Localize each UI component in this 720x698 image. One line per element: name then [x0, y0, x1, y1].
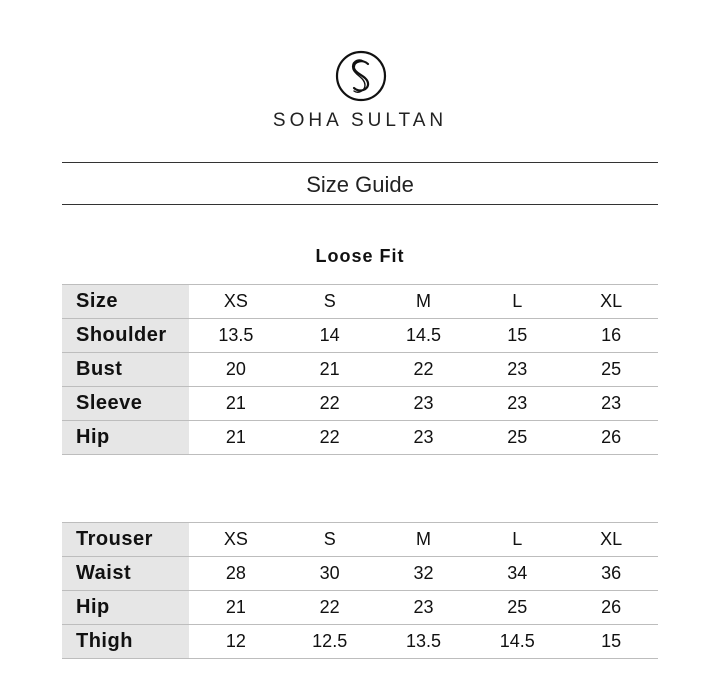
table-cell: 23 [377, 421, 471, 455]
row-label: Bust [62, 353, 189, 387]
table-row [62, 319, 658, 353]
table-row [62, 387, 658, 421]
table-cell: 22 [283, 591, 377, 625]
table-cell: 12 [189, 625, 283, 659]
table-cell: 34 [470, 557, 564, 591]
row-label: Trouser [62, 523, 189, 557]
size-header: S [283, 523, 377, 557]
title-rule-bottom [62, 204, 658, 205]
table-cell: 14.5 [470, 625, 564, 659]
size-header: M [377, 523, 471, 557]
row-label: Size [62, 285, 189, 319]
table-header-row [62, 285, 658, 319]
table-cell: 23 [470, 387, 564, 421]
row-label: Shoulder [62, 319, 189, 353]
table-cell: 36 [564, 557, 658, 591]
page-title: Size Guide [306, 172, 414, 197]
table-cell: 23 [377, 387, 471, 421]
size-header: XL [564, 523, 658, 557]
table-cell: 26 [564, 591, 658, 625]
loose-fit-table [62, 284, 658, 455]
ss-monogram-logo [335, 50, 387, 102]
row-label: Sleeve [62, 387, 189, 421]
table-cell: 15 [564, 625, 658, 659]
size-header: L [470, 523, 564, 557]
row-label: Hip [62, 421, 189, 455]
table-cell: 30 [283, 557, 377, 591]
row-label: Hip [62, 591, 189, 625]
table-cell: 21 [189, 387, 283, 421]
size-header: M [377, 285, 471, 319]
table-row [62, 557, 658, 591]
table-cell: 14.5 [377, 319, 471, 353]
size-header: XL [564, 285, 658, 319]
table-cell: 23 [377, 591, 471, 625]
size-header: XS [189, 523, 283, 557]
table-cell: 23 [564, 387, 658, 421]
size-header: XS [189, 285, 283, 319]
table-cell: 13.5 [377, 625, 471, 659]
table-cell: 26 [564, 421, 658, 455]
loose-fit-title: Loose Fit [315, 246, 405, 266]
table-row [62, 353, 658, 387]
table-cell: 25 [564, 353, 658, 387]
table-cell: 12.5 [283, 625, 377, 659]
table-cell: 28 [189, 557, 283, 591]
title-rule-top [62, 162, 658, 163]
table-cell: 21 [189, 421, 283, 455]
table-cell: 15 [470, 319, 564, 353]
table-header-row [62, 523, 658, 557]
table-cell: 22 [377, 353, 471, 387]
table-row [62, 625, 658, 659]
table-row [62, 421, 658, 455]
table-cell: 23 [470, 353, 564, 387]
row-label: Waist [62, 557, 189, 591]
table-cell: 32 [377, 557, 471, 591]
table-cell: 14 [283, 319, 377, 353]
table-cell: 21 [189, 591, 283, 625]
table-cell: 20 [189, 353, 283, 387]
table-cell: 22 [283, 421, 377, 455]
table-cell: 25 [470, 421, 564, 455]
brand-name: SOHA SULTAN [272, 110, 448, 131]
table-cell: 13.5 [189, 319, 283, 353]
size-header: S [283, 285, 377, 319]
table-cell: 25 [470, 591, 564, 625]
table-cell: 16 [564, 319, 658, 353]
trouser-table [62, 522, 658, 659]
size-header: L [470, 285, 564, 319]
table-cell: 22 [283, 387, 377, 421]
table-row [62, 591, 658, 625]
row-label: Thigh [62, 625, 189, 659]
table-cell: 21 [283, 353, 377, 387]
